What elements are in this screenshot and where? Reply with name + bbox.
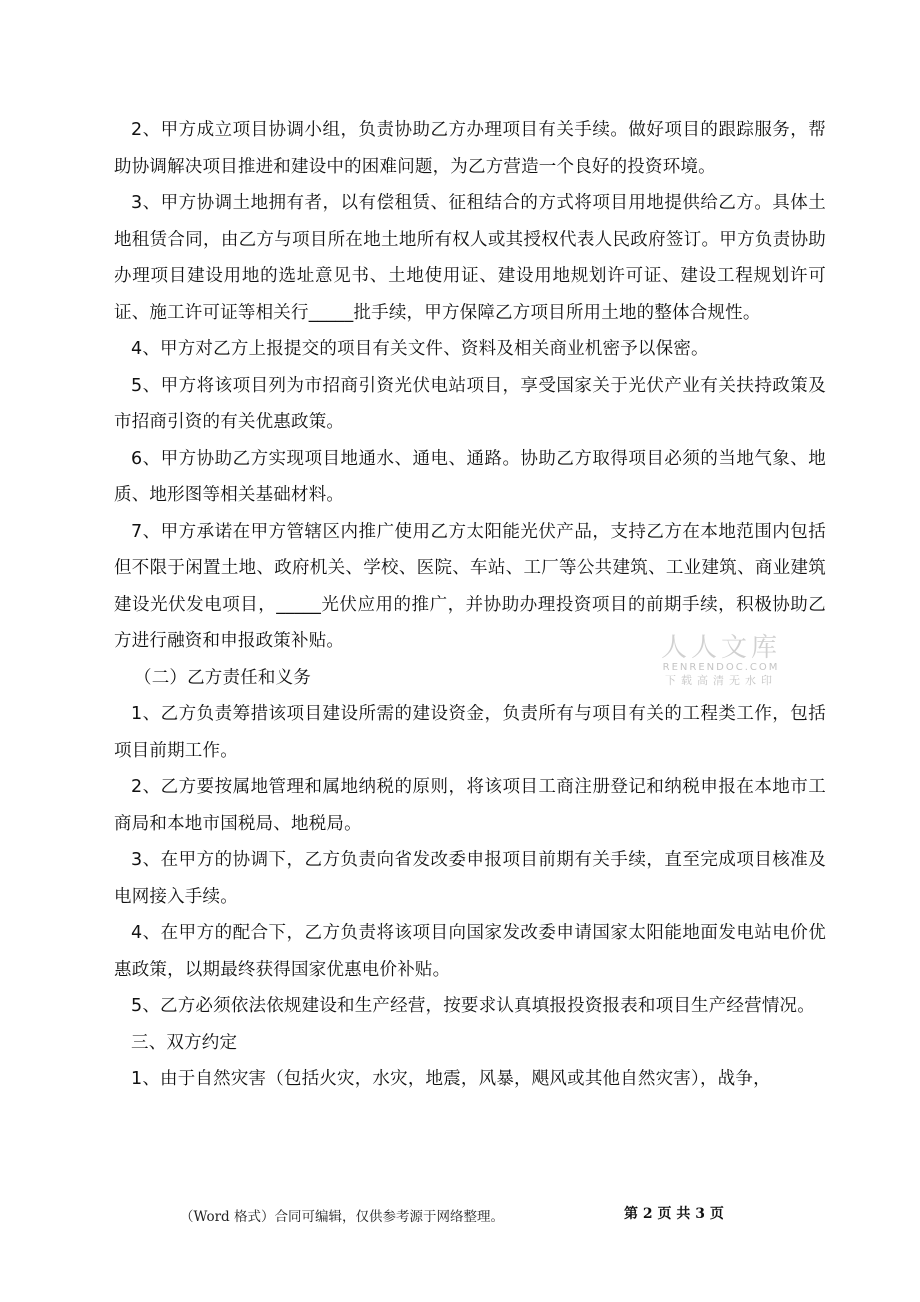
paragraph-clause-a6: 6、甲方协助乙方实现项目地通水、通电、通路。协助乙方取得项目必须的当地气象、地质、地形图等相关基础材料。 — [114, 448, 826, 505]
paragraph-clause-a5: 5、甲方将该项目列为市招商引资光伏电站项目，享受国家关于光伏产业有关扶持政策及市招商引资的有关优惠政策。 — [114, 375, 826, 432]
watermark-title: 人人文库 — [660, 633, 781, 663]
paragraph-clause-c1: 1、由于自然灾害（包括火灾，水灾，地震，风暴，飓风或其他自然灾害），战争， — [131, 1069, 771, 1089]
paragraph-clause-a2: 2、甲方成立项目协调小组，负责协助乙方办理项目有关手续。做好项目的跟踪服务，帮助协调解决项目推进和建设中的困难问题，为乙方营造一个良好的投资环境。 — [114, 120, 826, 177]
paragraph-clause-b1: 1、乙方负责筹措该项目建设所需的建设资金，负责所有与项目有关的工程类工作，包括项目前期工作。 — [114, 704, 826, 761]
section-heading-agreement: 三、双方约定 — [131, 1032, 238, 1053]
document-body — [114, 112, 826, 1098]
paragraph-clause-b5: 5、乙方必须依法依规建设和生产经营，按要求认真填报投资报表和项目生产经营情况。 — [131, 996, 815, 1016]
paragraph-clause-a7: 7、甲方承诺在甲方管辖区内推广使用乙方太阳能光伏产品，支持乙方在本地范围内包括但不限于闲置土地、政府机关、学校、医院、车站、工厂等公共建筑、工业建筑、商业建筑建设光伏发电项目，_____光伏应用的推广，并协助办理投资项目的前期手续，积极协助乙方进行融资和申报政策补贴。 — [114, 521, 826, 651]
watermark-subtitle: 下载高清无水印 — [665, 674, 777, 687]
footer-page-info: 第 2 页 共 3 页 — [624, 1206, 724, 1222]
paragraph-clause-b4: 4、在甲方的配合下，乙方负责将该项目向国家发改委申请国家太阳能地面发电站电价优惠政策，以期最终获得国家优惠电价补贴。 — [114, 923, 826, 980]
paragraph-clause-a4: 4、甲方对乙方上报提交的项目有关文件、资料及相关商业机密予以保密。 — [131, 339, 709, 359]
watermark-url: RENRENDOC.COM — [662, 662, 780, 673]
section-heading-party-b: （二）乙方责任和义务 — [134, 667, 311, 688]
paragraph-clause-a3: 3、甲方协调土地拥有者，以有偿租赁、征租结合的方式将项目用地提供给乙方。具体土地租赁合同，由乙方与项目所在地土地所有权人或其授权代表人民政府签订。甲方负责协助办理项目建设用地的选址意见书、土地使用证、建设用地规划许可证、建设工程规划许可证、施工许可证等相关行_____批手续，甲方保障乙方项目所用土地的整体合规性。 — [114, 193, 826, 323]
paragraph-clause-b2: 2、乙方要按属地管理和属地纳税的原则，将该项目工商注册登记和纳税申报在本地市工商局和本地市国税局、地税局。 — [114, 777, 826, 834]
paragraph-clause-b3: 3、在甲方的协调下，乙方负责向省发改委申报项目前期有关手续，直至完成项目核准及电网接入手续。 — [114, 850, 826, 907]
footer-note: （Word 格式）合同可编辑，仅供参考源于网络整理。 — [180, 1209, 504, 1225]
